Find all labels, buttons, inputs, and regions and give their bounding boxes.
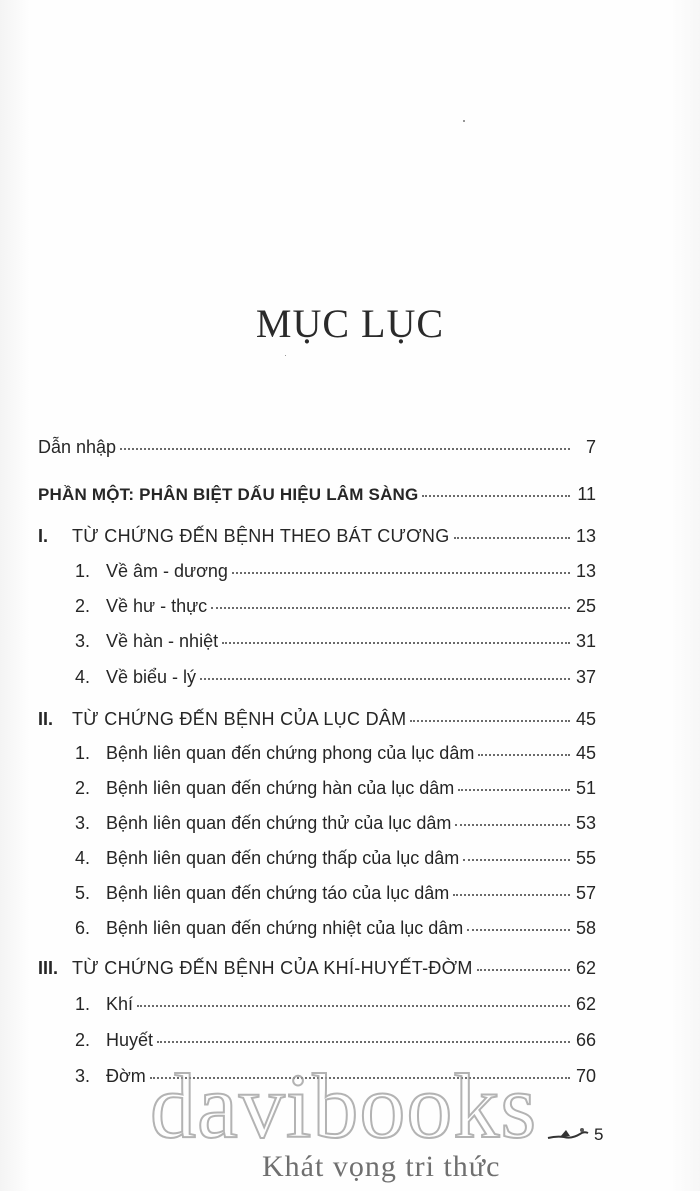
toc-entry-label: Bệnh liên quan đến chứng thử của lục dâm bbox=[106, 813, 452, 833]
toc-entry-page: 55 bbox=[575, 848, 596, 868]
toc-dot-leader bbox=[137, 1004, 570, 1007]
toc-dot-leader bbox=[455, 823, 570, 826]
page-number: 5 bbox=[594, 1125, 604, 1144]
toc-entry-label: Bệnh liên quan đến chứng nhiệt của lục dâm bbox=[106, 918, 464, 938]
toc-dot-leader bbox=[211, 606, 570, 609]
toc-entry-page: 58 bbox=[575, 918, 596, 938]
toc-entry-label: Về hàn - nhiệt bbox=[106, 631, 219, 651]
toc-entry-number: 5. bbox=[75, 883, 91, 903]
toc-entry-label: Khí bbox=[106, 994, 134, 1014]
toc-entry bbox=[75, 918, 596, 939]
toc-entry-label: TỪ CHỨNG ĐẾN BỆNH CỦA LỤC DÂM bbox=[72, 709, 407, 729]
toc-entry bbox=[75, 561, 596, 582]
page-ornament-icon bbox=[546, 1122, 590, 1142]
toc-entry-number: 3. bbox=[75, 631, 91, 651]
toc-entry-number: 4. bbox=[75, 667, 91, 687]
toc-entry-label: TỪ CHỨNG ĐẾN BỆNH CỦA KHÍ-HUYẾT-ĐỜM bbox=[72, 958, 473, 978]
toc-dot-leader bbox=[458, 788, 570, 791]
toc-entry-number: 3. bbox=[75, 813, 91, 833]
toc-dot-leader bbox=[422, 494, 570, 497]
toc-entry-number: 6. bbox=[75, 918, 91, 938]
toc-entry-page: 13 bbox=[575, 526, 596, 546]
toc-dot-leader bbox=[157, 1040, 570, 1043]
toc-entry-page: 37 bbox=[575, 667, 596, 687]
toc-entry-number: III. bbox=[38, 958, 59, 978]
toc-entry bbox=[38, 709, 596, 730]
toc-entry-page: 53 bbox=[575, 813, 596, 833]
watermark-brand: davibooks bbox=[150, 1055, 538, 1157]
toc-dot-leader bbox=[200, 677, 570, 680]
toc-entry-page: 51 bbox=[575, 778, 596, 798]
toc-dot-leader bbox=[120, 447, 570, 450]
toc-entry-page: 45 bbox=[575, 709, 596, 729]
toc-entry-number: 1. bbox=[75, 561, 91, 581]
toc-entry-number: 2. bbox=[75, 1030, 91, 1050]
toc-entry-page: 13 bbox=[575, 561, 596, 581]
toc-entry-page: 31 bbox=[575, 631, 596, 651]
toc-dot-leader bbox=[467, 928, 570, 931]
toc-entry-label: TỪ CHỨNG ĐẾN BỆNH THEO BÁT CƯƠNG bbox=[72, 526, 450, 546]
toc-entry-number: 1. bbox=[75, 743, 91, 763]
toc-entry bbox=[75, 1030, 596, 1051]
toc-entry-number: 3. bbox=[75, 1066, 91, 1086]
toc-entry bbox=[38, 958, 596, 979]
toc-entry-page: 62 bbox=[575, 994, 596, 1014]
toc-entry-number: 1. bbox=[75, 994, 91, 1014]
toc-entry bbox=[75, 883, 596, 904]
toc-entry-page: 25 bbox=[575, 596, 596, 616]
toc-dot-leader bbox=[477, 968, 570, 971]
watermark-slogan: Khát vọng tri thức bbox=[262, 1150, 501, 1183]
toc-entry bbox=[75, 631, 596, 652]
toc-entry-number: I. bbox=[38, 526, 49, 546]
toc-dot-leader bbox=[478, 753, 570, 756]
toc-dot-leader bbox=[463, 858, 570, 861]
toc-entry bbox=[75, 667, 596, 688]
toc-entry-label: Về hư - thực bbox=[106, 596, 208, 616]
toc-entry-label: Bệnh liên quan đến chứng táo của lục dâm bbox=[106, 883, 450, 903]
toc-entry-label: Bệnh liên quan đến chứng thấp của lục dâm bbox=[106, 848, 460, 868]
toc-entry-number: 4. bbox=[75, 848, 91, 868]
toc-entry bbox=[75, 848, 596, 869]
toc-entry-number: 2. bbox=[75, 596, 91, 616]
toc-entry bbox=[38, 484, 596, 505]
toc-entry-label: Huyết bbox=[106, 1030, 154, 1050]
toc-entry-page: 11 bbox=[577, 484, 596, 504]
toc-entry-label: Bệnh liên quan đến chứng hàn của lục dâm bbox=[106, 778, 455, 798]
toc-entry-page: 45 bbox=[575, 743, 596, 763]
toc-entry bbox=[75, 813, 596, 834]
toc-entry bbox=[75, 743, 596, 764]
toc-dot-leader bbox=[410, 719, 569, 722]
toc-entry-page: 62 bbox=[575, 958, 596, 978]
toc-dot-leader bbox=[453, 893, 570, 896]
toc-entry-label: Đờm bbox=[106, 1066, 146, 1086]
toc-dot-leader bbox=[232, 571, 570, 574]
toc-entry-page: 66 bbox=[575, 1030, 596, 1050]
toc-entry-number: II. bbox=[38, 709, 54, 729]
toc-dot-leader bbox=[222, 641, 570, 644]
toc-entry-label: PHẦN MỘT: PHÂN BIỆT DẤU HIỆU LÂM SÀNG bbox=[38, 485, 419, 504]
page-title: MỤC LỤC bbox=[255, 301, 445, 346]
toc-entry-page: 70 bbox=[575, 1066, 596, 1086]
toc-entry-number: 2. bbox=[75, 778, 91, 798]
toc-entry-label: Về biểu - lý bbox=[106, 667, 197, 687]
toc-entry bbox=[75, 778, 596, 799]
toc-dot-leader bbox=[454, 536, 570, 539]
toc-entry-page: 57 bbox=[575, 883, 596, 903]
toc-entry bbox=[75, 994, 596, 1015]
toc-entry-label: Bệnh liên quan đến chứng phong của lục dâm bbox=[106, 743, 475, 763]
toc-entry bbox=[38, 437, 596, 458]
toc-entry-label: Về âm - dương bbox=[106, 561, 228, 581]
toc-entry bbox=[75, 596, 596, 617]
toc-entry-page: 7 bbox=[585, 437, 596, 457]
toc-entry bbox=[38, 526, 596, 547]
toc-entry-label: Dẫn nhập bbox=[38, 437, 117, 457]
